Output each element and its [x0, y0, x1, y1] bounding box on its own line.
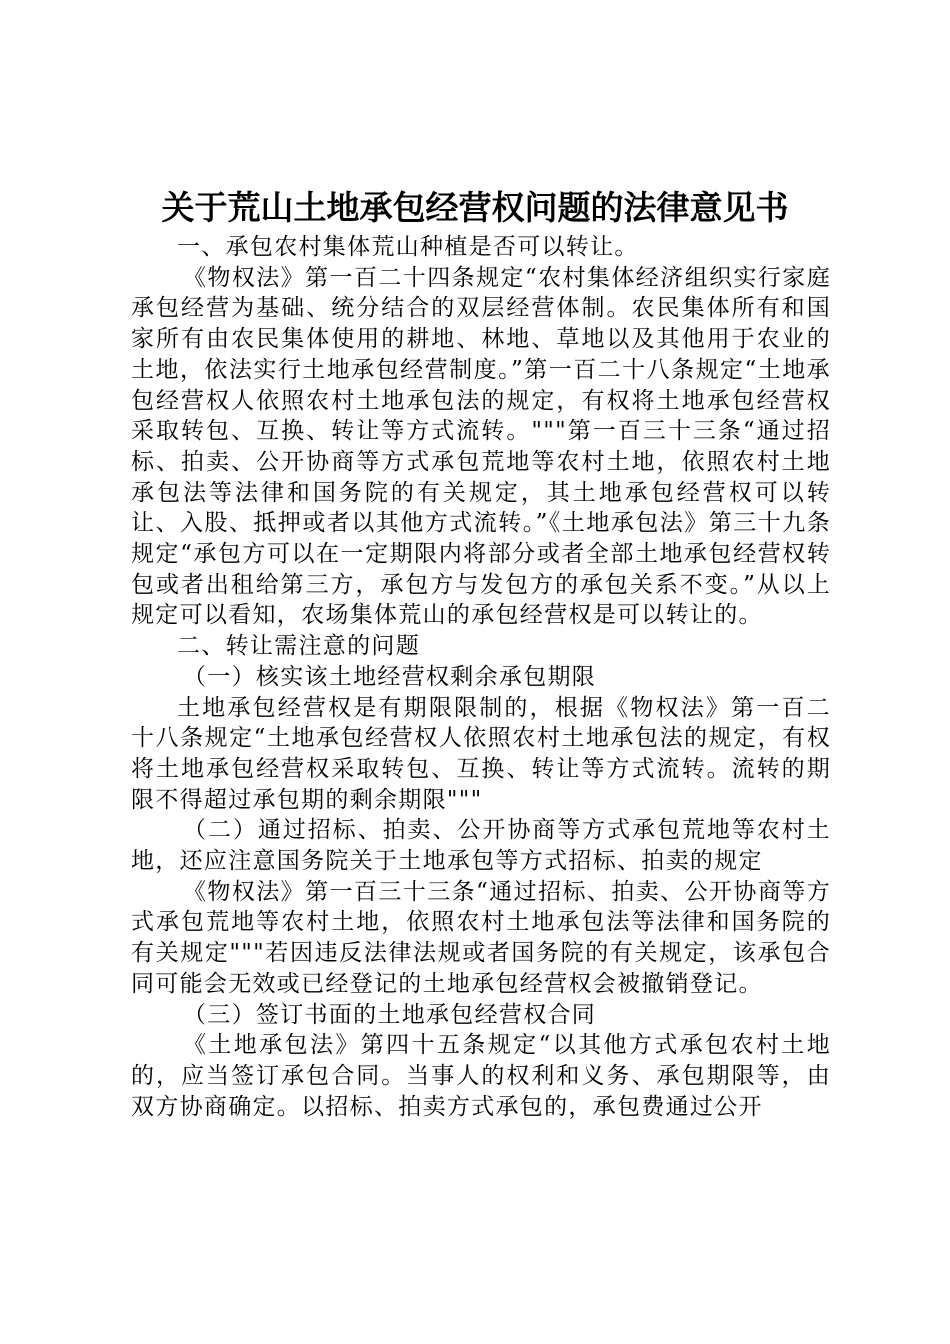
subheading-2-3: （三）签订书面的土地承包经营权合同 — [183, 1001, 597, 1028]
paragraph-2: 土地承包经营权是有期限限制的，根据《物权法》第一百二十八条规定“土地承包经营权人依照农村土地承包法的规定，有权将土地承包经营权采取转包、互换、转让等方式流转。流转的期限不得超过承包期的剩余期限""" — [131, 694, 831, 813]
paragraph-3: 《物权法》第一百三十三条“通过招标、拍卖、公开协商等方式承包荒地等农村土地，依照农村土地承包法等法律和国务院的有关规定"""若因违反法律法规或者国务院的有关规定，该承包合同可能会无效或已经登记的土地承包经营权会被撤销登记。 — [131, 878, 831, 997]
section-heading-2: 二、转让需注意的问题 — [177, 633, 420, 660]
subheading-2-1: （一）核实该土地经营权剩余承包期限 — [183, 663, 597, 690]
document-body — [131, 232, 831, 1122]
paragraph-4: 《土地承包法》第四十五条规定“以其他方式承包农村土地的，应当签订承包合同。当事人的权利和义务、承包期限等，由双方协商确定。以招标、拍卖方式承包的，承包费通过公开 — [131, 1032, 831, 1120]
subheading-2-2: （二）通过招标、拍卖、公开协商等方式承包荒地等农村土地，还应注意国务院关于土地承包等方式招标、拍卖的规定 — [131, 817, 831, 875]
paragraph-1: 《物权法》第一百二十四条规定“农村集体经济组织实行家庭承包经营为基础、统分结合的双层经营体制。农民集体所有和国家所有由农民集体使用的耕地、林地、草地以及其他用于农业的土地，依法实行土地承包经营制度。”第一百二十八条规定“土地承包经营权人依照农村土地承包法的规定，有权将土地承包经营权采取转包、互换、转让等方式流转。"""第一百三十三条“通过招标、拍卖、公开协商等方式承包荒地等农村土地，依照农村土地承包法等法律和国务院的有关规定，其土地承包经营权可以转让、入股、抵押或者以其他方式流转。”《土地承包法》第三十九条规定“承包方可以在一定期限内将部分或者全部土地承包经营权转包或者出租给第三方，承包方与发包方的承包关系不变。”从以上规定可以看知，农场集体荒山的承包经营权是可以转让的。 — [131, 264, 831, 629]
document-title: 关于荒山土地承包经营权问题的法律意见书 — [161, 188, 789, 227]
section-heading-1: 一、承包农村集体荒山种植是否可以转让。 — [177, 234, 639, 260]
